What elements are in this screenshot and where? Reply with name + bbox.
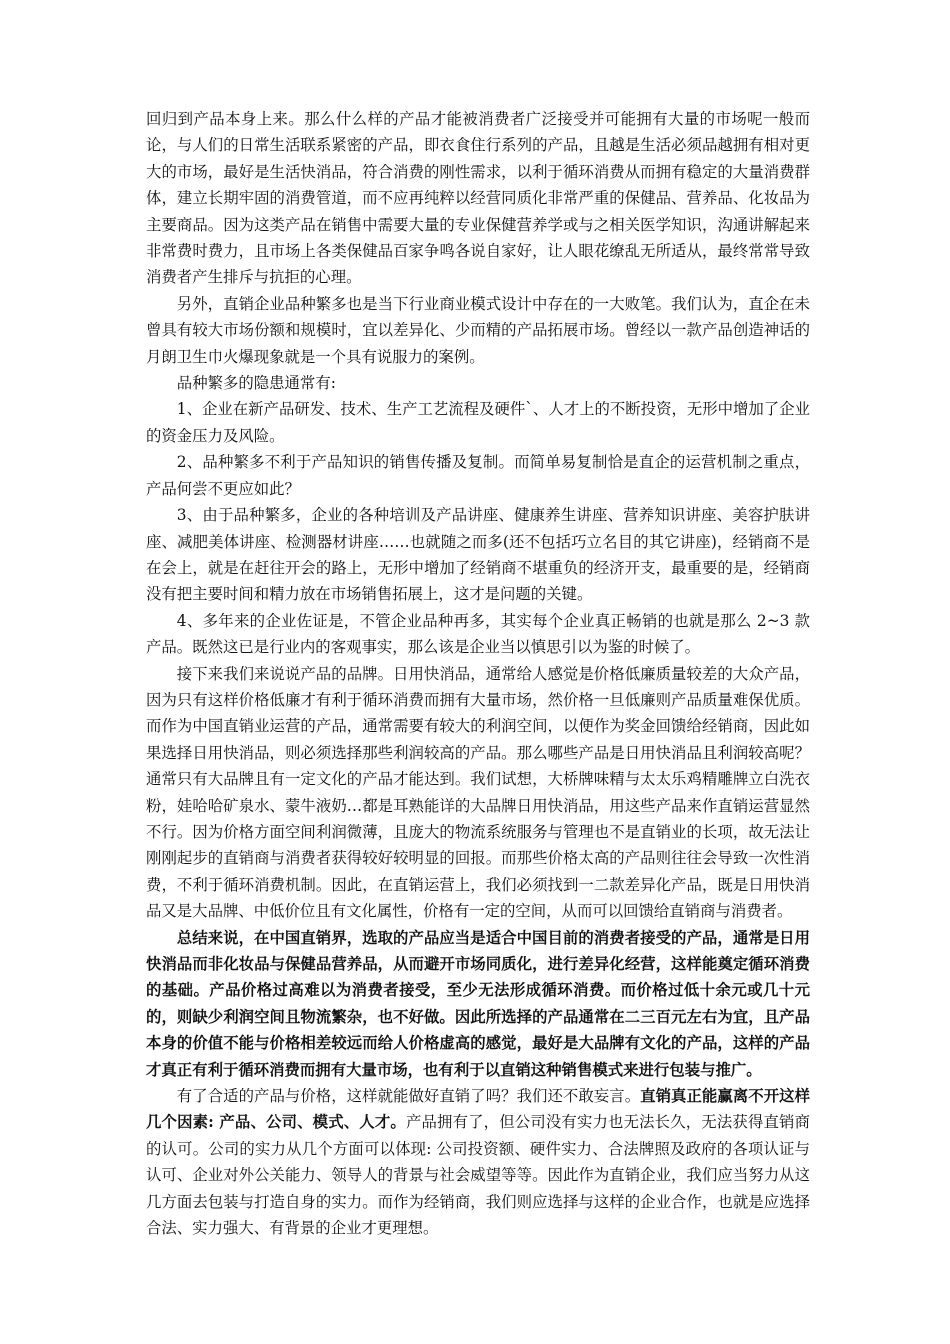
list-item-2: 2、品种繁多不利于产品知识的销售传播及复制。而简单易复制恰是直企的运营机制之重点，产品何尝不更应如此？ (146, 453, 810, 498)
factors-rest: 产品拥有了，但公司没有实力也无法长久，无法获得直销商的认可。公司的实力从几个方面可以体现: 公司投资额、硬件实力、合法牌照及政府的各项认证与认可、企业对外公关能力、领导人的背景与社会威望等等。因此作为直销企业，我们应当努力从这几方面去包装与打造自身的实力。而作为经销商，我们则应选择与这样的企业合作，也就是应选择合法、实力强大、有背景的企业才更理想。 (146, 1113, 810, 1238)
paragraph-factors (146, 1083, 810, 1241)
paragraph-summary: 总结来说，在中国直销界，选取的产品应当是适合中国目前的消费者接受的产品，通常是日用快消品而非化妆品与保健品营养品，从而避开市场同质化，进行差异化经营，这样能奠定循环消费的基础。产品价格过高难以为消费者接受，至少无法形成循环消费。而价格过低十余元或几十元的，则缺少利润空间且物流繁杂，也不好做。因此所选择的产品通常在二三百元左右为宜，且产品本身的价值不能与价格相差较远而给人价格虚高的感觉，最好是大品牌有文化的产品，这样的产品才真正有利于循环消费而拥有大量市场，也有利于以直销这种销售模式来进行包装与推广。 (146, 928, 810, 1079)
factors-bold: 直销真正能赢离不开这样几个因素: 产品、公司、模式、人才。 (146, 1087, 810, 1132)
document-page (146, 106, 810, 1241)
list-item-4: 4、多年来的企业佐证是，不管企业品种再多，其实每个企业真正畅销的也就是那么 2~3 款产品。既然这已是行业内的客观事实，那么该是企业当以慎思引以为鉴的时候了。 (146, 611, 810, 657)
factors-intro: 有了合适的产品与价格，这样就能做好直销了吗？我们还不敢妄言。 (176, 1087, 641, 1106)
paragraph-brand: 接下来我们来说说产品的品牌。日用快消品，通常给人感觉是价格低廉质量较差的大众产品，因为只有这样价格低廉才有利于循环消费而拥有大量市场，然价格一旦低廉则产品质量难保优质。而作为中国直销业运营的产品，通常需要有较大的利润空间，以便作为奖金回馈给经销商，因此如果选择日用快消品，则必须选择那些利润较高的产品。那么哪些产品是日用快消品且利润较高呢？通常只有大品牌且有一定文化的产品才能达到。我们试想，大桥牌味精与太太乐鸡精雕牌立白洗衣粉，娃哈哈矿泉水、蒙牛液奶…都是耳熟能详的大品牌日用快消品，用这些产品来作直销运营显然不行。因为价格方面空间利润微薄，且庞大的物流系统服务与管理也不是直销业的长项，故无法让刚刚起步的直销商与消费者获得较好较明显的回报。而那些价格太高的产品则往往会导致一次性消费，不利于循环消费机制。因此，在直销运营上，我们必须找到一二款差异化产品，既是日用快消品又是大品牌、中低价位且有文化属性，价格有一定的空间，从而可以回馈给直销商与消费者。 (146, 664, 810, 921)
paragraph-1: 回归到产品本身上来。那么什么样的产品才能被消费者广泛接受并可能拥有大量的市场呢一般而论，与人们的日常生活联系紧密的产品，即衣食住行系列的产品，且越是生活必须品越拥有相对更大的市场，最好是生活快消品，符合消费的刚性需求，以利于循环消费从而拥有稳定的大量消费群体，建立长期牢固的消费管道，而不应再纯粹以经营同质化非常严重的保健品、营养品、化妆品为主要商品。因为这类产品在销售中需要大量的专业保健营养学或与之相关医学知识，沟通讲解起来非常费时费力，且市场上各类保健品百家争鸣各说自家好，让人眼花缭乱无所适从，最终常常导致消费者产生排斥与抗拒的心理。 (146, 110, 810, 287)
list-item-1: 1、企业在新产品研发、技术、生产工艺流程及硬件`、人才上的不断投资，无形中增加了企业的资金压力及风险。 (146, 400, 810, 445)
list-item-3: 3、由于品种繁多，企业的各种培训及产品讲座、健康养生讲座、营养知识讲座、美容护肤讲座、减肥美体讲座、检测器材讲座……也就随之而多(还不包括巧立名目的其它讲座)，经销商不是在会上，就是在赶往开会的路上，无形中增加了经销商不堪重负的经济开支，最重要的是，经销商没有把主要时间和精力放在市场销售拓展上，这才是问题的关键。 (146, 506, 810, 604)
paragraph-2: 另外，直销企业品种繁多也是当下行业商业模式设计中存在的一大败笔。我们认为，直企在未曾具有较大市场份额和规模时，宜以差异化、少而精的产品拓展市场。曾经以一款产品创造神话的月朗卫生巾火爆现象就是一个具有说服力的案例。 (146, 294, 810, 366)
paragraph-3: 品种繁多的隐患通常有: (176, 374, 336, 393)
